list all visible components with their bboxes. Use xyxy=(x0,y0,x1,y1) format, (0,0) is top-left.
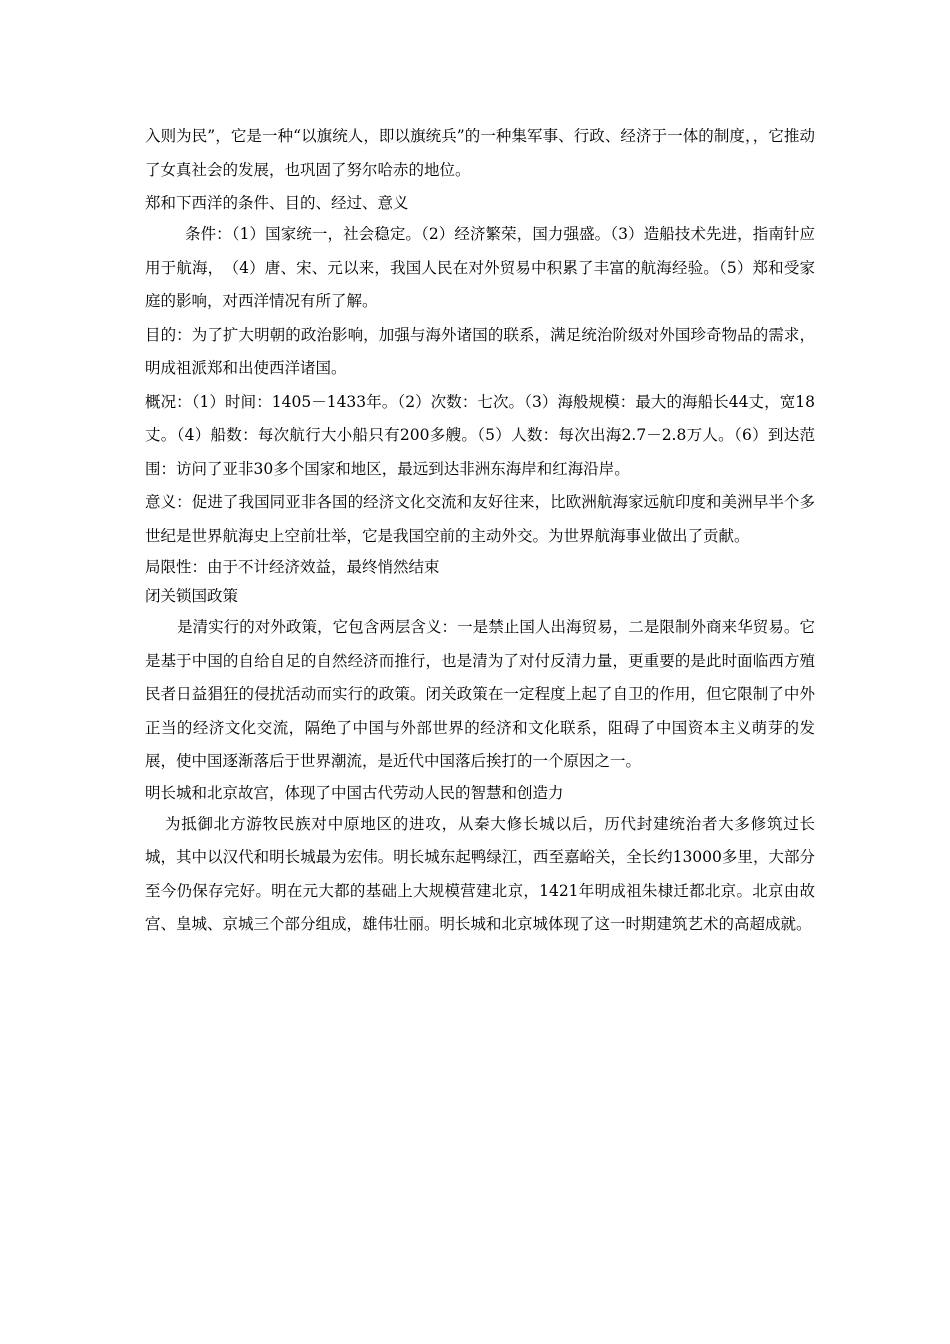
heading-great-wall-forbidden-city: 明长城和北京故宫，体现了中国古代劳动人民的智慧和创造力 xyxy=(145,783,564,802)
paragraph-significance: 意义：促进了我国同亚非各国的经济文化交流和友好往来，比欧洲航海家远航印度和美洲早半个多世纪是世界航海史上空前壮举，它是我国空前的主动外交。为世界航海事业做出了贡献。 xyxy=(145,493,815,545)
paragraph-purpose: 目的：为了扩大明朝的政治影响，加强与海外诸国的联系，满足统治阶级对外国珍奇物品的需求，明成祖派郑和出使西洋诸国。 xyxy=(145,325,815,377)
heading-zheng-he: 郑和下西洋的条件、目的、经过、意义 xyxy=(145,194,409,212)
paragraph-closed-door-policy: 是清实行的对外政策，它包含两层含义：一是禁止国人出海贸易，二是限制外商来华贸易。它是基于中国的自给自足的自然经济而推行，也是清为了对付反清力量，更重要的是此时面临西方殖民者日益猖狂的侵扰活动而实行的政策。闭关政策在一定程度上起了自卫的作用，但它限制了中外正当的经济文化交流，隔绝了中国与外部世界的经济和文化联系，阻碍了中国资本主义萌芽的发展，使中国逐渐落后于世界潮流，是近代中国落后挨打的一个原因之一。 xyxy=(145,618,815,770)
paragraph-overview: 概况：（1）时间：1405－1433年。（2）次数：七次。（3）海般规模：最大的海船长44丈，宽18丈。（4）船数：每次航行大小船只有200多艘。（5）人数：每次出海2.7－2.8万人。（6）到达范围：访问了亚非30多个国家和地区，最远到达非洲东海岸和红海沿岸。 xyxy=(145,392,815,478)
document-page xyxy=(145,120,815,942)
paragraph-conditions: 条件：（1）国家统一，社会稳定。（2）经济繁荣，国力强盛。（3）造船技术先进，指南针应用于航海， （4）唐、宋、元以来，我国人民在对外贸易中积累了丰富的航海经验。（5）郑和受家庭的影响，对西洋情况有所了解。 xyxy=(145,225,815,310)
heading-closed-door-policy: 闭关锁国政策 xyxy=(145,587,239,605)
paragraph-great-wall-forbidden-city: 为抵御北方游牧民族对中原地区的进攻，从秦大修长城以后，历代封建统治者大多修筑过长城，其中以汉代和明长城最为宏伟。明长城东起鸭绿江，西至嘉峪关，全长约13000多里，大部分至今仍保存完好。明在元大都的基础上大规模营建北京，1421年明成祖朱棣迁都北京。北京由故宫、皇城、京城三个部分组成，雄伟壮丽。明长城和北京城体现了这一时期建筑艺术的高超成就。 xyxy=(145,814,815,933)
heading-limitations: 局限性：由于不计经济效益，最终悄然结束 xyxy=(145,558,440,576)
paragraph-banner-system: 入则为民”，它是一种“以旗统人，即以旗统兵”的一种集军事、行政、经济于一体的制度，，它推动了女真社会的发展，也巩固了努尔哈赤的地位。 xyxy=(145,127,815,179)
